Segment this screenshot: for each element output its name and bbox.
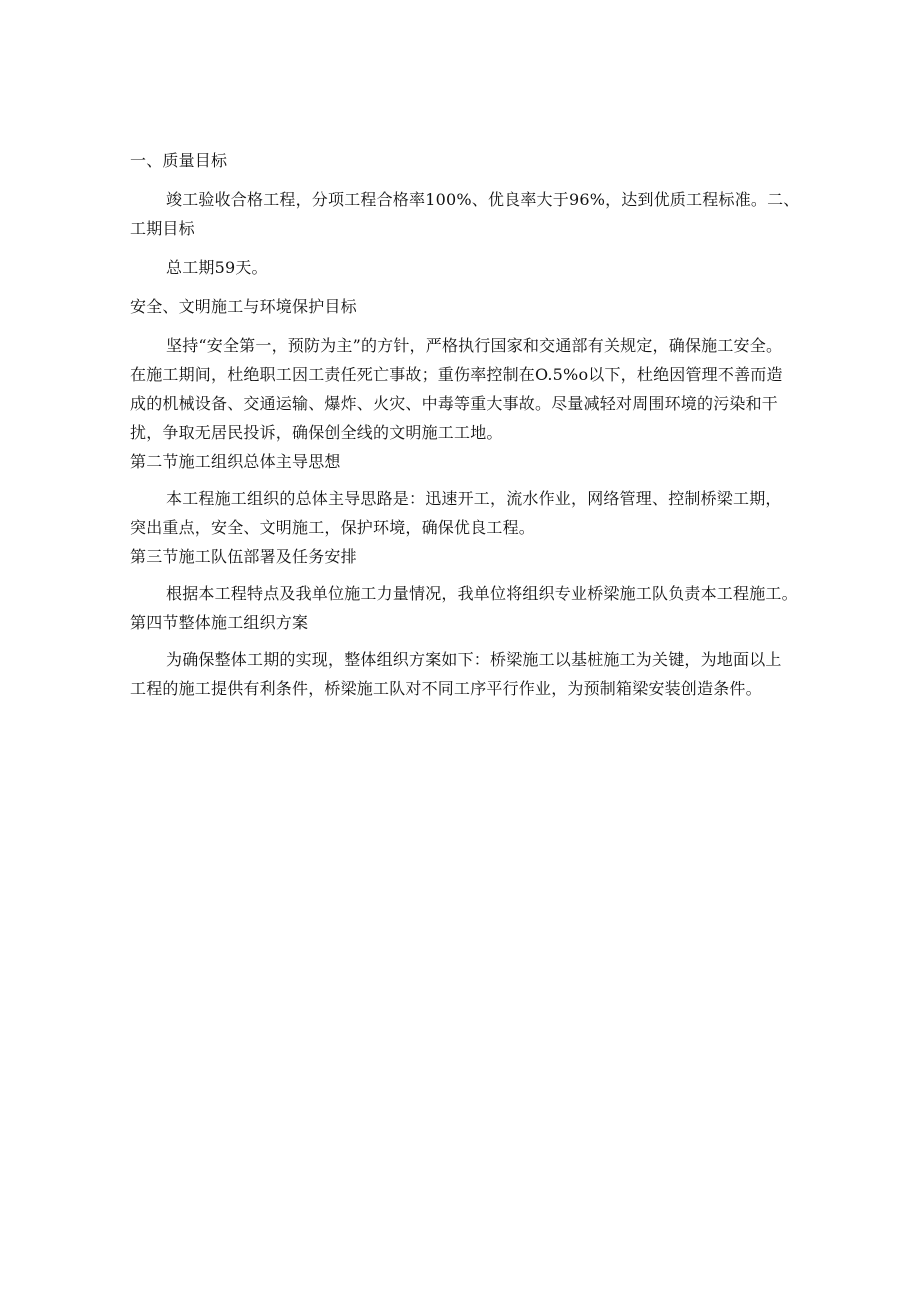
paragraph-line: 竣工验收合格工程，分项工程合格率100%、优良率大于96%，达到优质工程标准。二、 [166,190,800,209]
heading-section-4: 第四节整体施工组织方案 [130,613,309,632]
paragraph-line: 坚持“安全第一，预防为主”的方针，严格执行国家和交通部有关规定，确保施工安全。 [166,336,783,355]
document-body [130,146,830,703]
heading-section-3: 第三节施工队伍部署及任务安排 [130,547,357,566]
heading-schedule-target: 工期目标 [130,219,195,238]
paragraph-line: 总工期59天。 [166,258,268,277]
paragraph-line: 在施工期间，杜绝职工因工责任死亡事故；重伤率控制在O.5%o以下，杜绝因管理不善而造 [130,365,783,384]
heading-section-2: 第二节施工组织总体主导思想 [130,452,341,471]
paragraph-line: 扰，争取无居民投诉，确保创全线的文明施工工地。 [130,423,503,442]
paragraph-line: 成的机械设备、交通运输、爆炸、火灾、中毒等重大事故。尽量减轻对周围环境的污染和干 [130,394,779,413]
paragraph-line: 为确保整体工期的实现，整体组织方案如下：桥梁施工以基桩施工为关键，为地面以上 [166,650,782,669]
paragraph-line: 突出重点，安全、文明施工，保护环境，确保优良工程。 [130,518,536,537]
paragraph-line: 本工程施工组织的总体主导思路是：迅速开工，流水作业，网络管理、控制桥梁工期， [166,489,782,508]
heading-quality-target: 一、质量目标 [130,151,228,170]
heading-safety-target: 安全、文明施工与环境保护目标 [130,297,357,316]
paragraph-line: 工程的施工提供有利条件，桥梁施工队对不同工序平行作业，为预制箱梁安装创造条件。 [130,679,762,698]
paragraph-line: 根据本工程特点及我单位施工力量情况，我单位将组织专业桥梁施工队负责本工程施工。 [166,584,798,603]
